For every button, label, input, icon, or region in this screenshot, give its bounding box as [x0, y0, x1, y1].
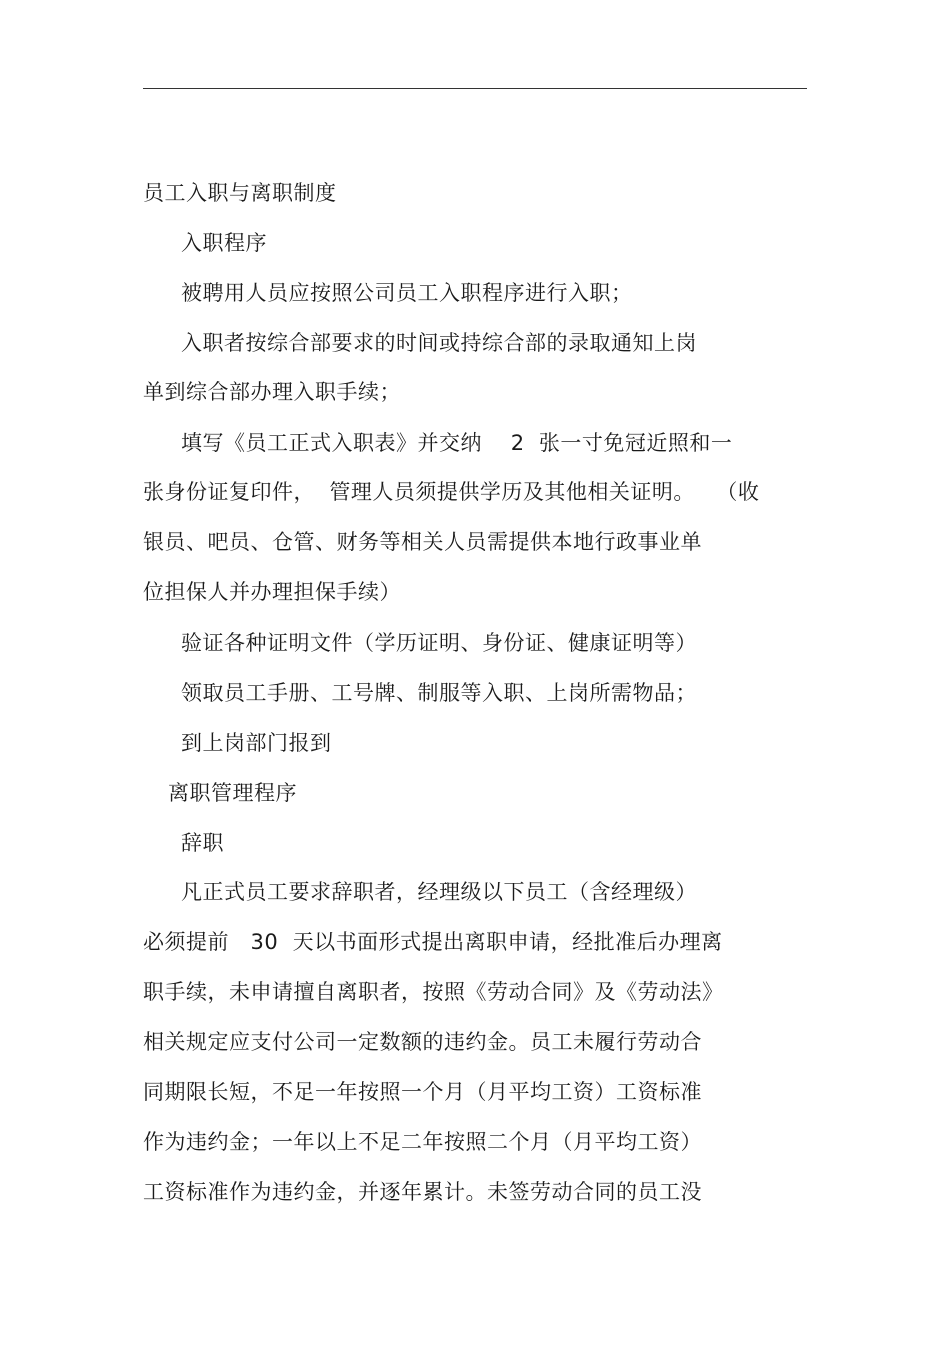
paragraph-line: 到上岗部门报到: [181, 731, 332, 755]
paragraph-line: 同期限长短，不足一年按照一个月（月平均工资）工资标准: [143, 1080, 702, 1104]
paragraph-line: 验证各种证明文件（学历证明、身份证、健康证明等）: [181, 631, 697, 655]
paragraph-line: 领取员工手册、工号牌、制服等入职、上岗所需物品；: [181, 681, 697, 705]
document-title: 员工入职与离职制度: [143, 181, 337, 205]
paragraph-line: 入职者按综合部要求的时间或持综合部的录取通知上岗: [181, 331, 697, 355]
paragraph-line: 作为违约金；一年以上不足二年按照二个月（月平均工资）: [143, 1130, 702, 1154]
section-heading-offboarding: 离职管理程序: [168, 781, 297, 805]
paragraph-line: 必须提前 30 天以书面形式提出离职申请，经批准后办理离: [143, 930, 723, 954]
paragraph-line: 填写《员工正式入职表》并交纳 2 张一寸免冠近照和一: [181, 431, 733, 455]
paragraph-line: 单到综合部办理入职手续；: [143, 380, 401, 404]
paragraph-line: 职手续，未申请擅自离职者，按照《劳动合同》及《劳动法》: [143, 980, 724, 1004]
paragraph-line: 凡正式员工要求辞职者，经理级以下员工（含经理级）: [181, 880, 697, 904]
paragraph-line: 被聘用人员应按照公司员工入职程序进行入职；: [181, 281, 633, 305]
section-heading-onboarding: 入职程序: [181, 231, 267, 255]
paragraph-line: 张身份证复印件， 管理人员须提供学历及其他相关证明。 （收: [143, 480, 760, 504]
paragraph-line: 工资标准作为违约金，并逐年累计。未签劳动合同的员工没: [143, 1180, 702, 1204]
header-rule: [143, 88, 807, 89]
paragraph-line: 相关规定应支付公司一定数额的违约金。员工未履行劳动合: [143, 1030, 702, 1054]
paragraph-line: 银员、吧员、仓管、财务等相关人员需提供本地行政事业单: [143, 530, 702, 554]
paragraph-line: 位担保人并办理担保手续）: [143, 580, 401, 604]
subsection-heading-resignation: 辞职: [181, 831, 224, 855]
